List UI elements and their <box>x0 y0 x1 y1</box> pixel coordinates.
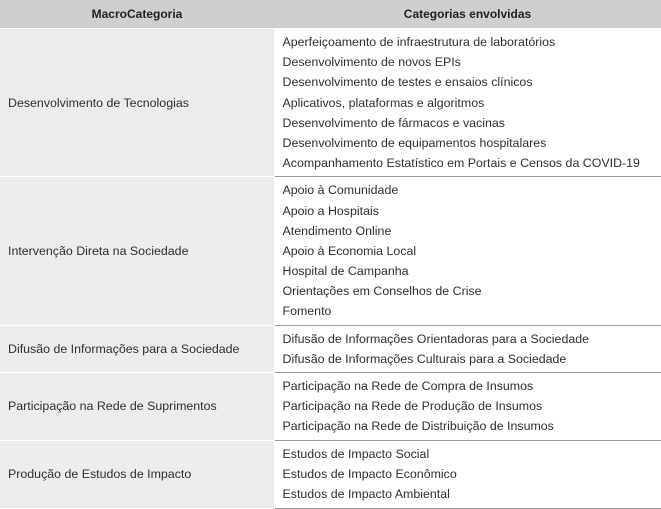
category-item: Fomento <box>283 301 661 321</box>
category-item: Participação na Rede de Compra de Insumos <box>283 376 661 396</box>
category-item: Desenvolvimento de equipamentos hospitalares <box>283 133 661 153</box>
categories-cell <box>274 29 661 177</box>
category-item: Apoio a Hospitais <box>283 201 661 221</box>
header-macro-category: MacroCategoria <box>0 0 274 29</box>
category-item: Desenvolvimento de fármacos e vacinas <box>283 113 661 133</box>
category-item: Aplicativos, plataformas e algoritmos <box>283 93 661 113</box>
table-row <box>0 177 661 325</box>
table-header-row <box>0 0 661 29</box>
category-item: Apoio à Comunidade <box>283 180 661 200</box>
macro-category-cell: Participação na Rede de Suprimentos <box>0 373 274 441</box>
categories-cell <box>274 325 661 372</box>
macro-category-cell: Difusão de Informações para a Sociedade <box>0 325 274 372</box>
table-row <box>0 325 661 372</box>
table-row <box>0 373 661 441</box>
categories-cell <box>274 177 661 325</box>
category-item: Orientações em Conselhos de Crise <box>283 281 661 301</box>
category-item: Desenvolvimento de testes e ensaios clínicos <box>283 72 661 92</box>
header-categories: Categorias envolvidas <box>274 0 661 29</box>
category-item: Desenvolvimento de novos EPIs <box>283 52 661 72</box>
category-item: Acompanhamento Estatístico em Portais e Censos da COVID-19 <box>283 153 661 173</box>
table-row <box>0 440 661 509</box>
macro-category-cell: Produção de Estudos de Impacto <box>0 440 274 509</box>
category-item: Difusão de Informações Culturais para a Sociedade <box>283 349 661 369</box>
category-item: Difusão de Informações Orientadoras para a Sociedade <box>283 329 661 349</box>
category-item: Estudos de Impacto Social <box>283 444 661 464</box>
category-item: Estudos de Impacto Econômico <box>283 464 661 484</box>
macro-category-cell: Desenvolvimento de Tecnologias <box>0 29 274 177</box>
category-item: Hospital de Campanha <box>283 261 661 281</box>
category-item: Estudos de Impacto Ambiental <box>283 484 661 504</box>
category-item: Participação na Rede de Produção de Insumos <box>283 396 661 416</box>
table-row <box>0 29 661 177</box>
category-item: Aperfeiçoamento de infraestrutura de laboratórios <box>283 32 661 52</box>
macro-category-cell: Intervenção Direta na Sociedade <box>0 177 274 325</box>
category-item: Atendimento Online <box>283 221 661 241</box>
categories-cell <box>274 373 661 441</box>
category-item: Participação na Rede de Distribuição de Insumos <box>283 416 661 436</box>
category-item: Apoio à Economia Local <box>283 241 661 261</box>
categories-cell <box>274 440 661 509</box>
